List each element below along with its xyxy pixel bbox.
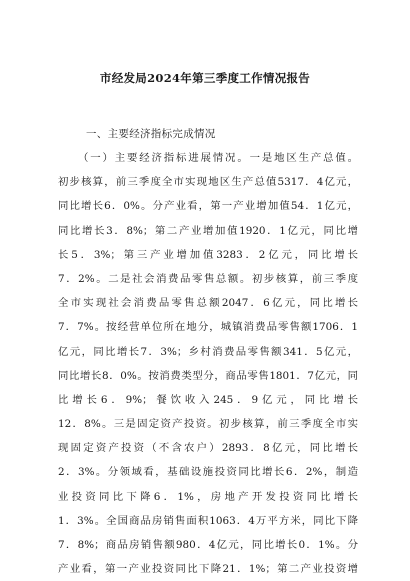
paragraph-line: 产业看，第一产业投资同比下降21．1%；第二产业投资增 — [58, 563, 358, 576]
paragraph-line: 7．8%；商品房销售额980．4亿元，同比增长0．1%。分 — [58, 539, 358, 551]
paragraph-line: 同比增长8．0%。按消费类型分，商品零售1801．7亿元，同 — [58, 369, 358, 382]
paragraph-line: 现固定资产投资（不含农户）2893．8亿元，同比增长 — [58, 442, 358, 455]
paragraph-line: 1．3%。全国商品房销售面积1063．4万平方米，同比下降 — [58, 514, 358, 527]
paragraph-line: 同比增长3．8%；第二产业增加值1920．1亿元，同比增 — [58, 224, 358, 237]
paragraph-line: （一）主要经济指标进展情况。一是地区生产总值。 — [78, 152, 358, 164]
paragraph-line: 7．2%。二是社会消费品零售总额。初步核算，前三季度 — [58, 272, 358, 285]
paragraph-line: 初步核算，前三季度全市实现地区生产总值5317．4亿元， — [58, 176, 358, 189]
paragraph-line: 全市实现社会消费品零售总额2047．6亿元，同比增长 — [58, 297, 358, 310]
paragraph-line: 长5．3%；第三产业增加值3283．2亿元，同比增长 — [58, 248, 358, 261]
paragraph-line: 同比增长6．0%。分产业看，第一产业增加值54．1亿元， — [58, 200, 358, 213]
paragraph-line: 7．7%。按经营单位所在地分，城镇消费品零售额1706．1 — [58, 321, 358, 334]
paragraph-line: 12．8%。三是固定资产投资。初步核算，前三季度全市实 — [58, 418, 358, 431]
document-title: 市经发局2024年第三季度工作情况报告 — [99, 71, 311, 85]
paragraph-line: 比增长6．9%；餐饮收入245．9亿元，同比增长 — [58, 393, 358, 406]
paragraph-line: 亿元，同比增长7．3%；乡村消费品零售额341．5亿元， — [58, 345, 358, 358]
section-heading: 一、主要经济指标完成情况 — [86, 128, 216, 140]
paragraph-line: 2．3%。分领域看，基础设施投资同比增长6．2%，制造 — [58, 466, 358, 479]
body-paragraph — [58, 146, 358, 581]
paragraph-line: 业投资同比下降6．1%，房地产开发投资同比增长 — [58, 490, 358, 503]
